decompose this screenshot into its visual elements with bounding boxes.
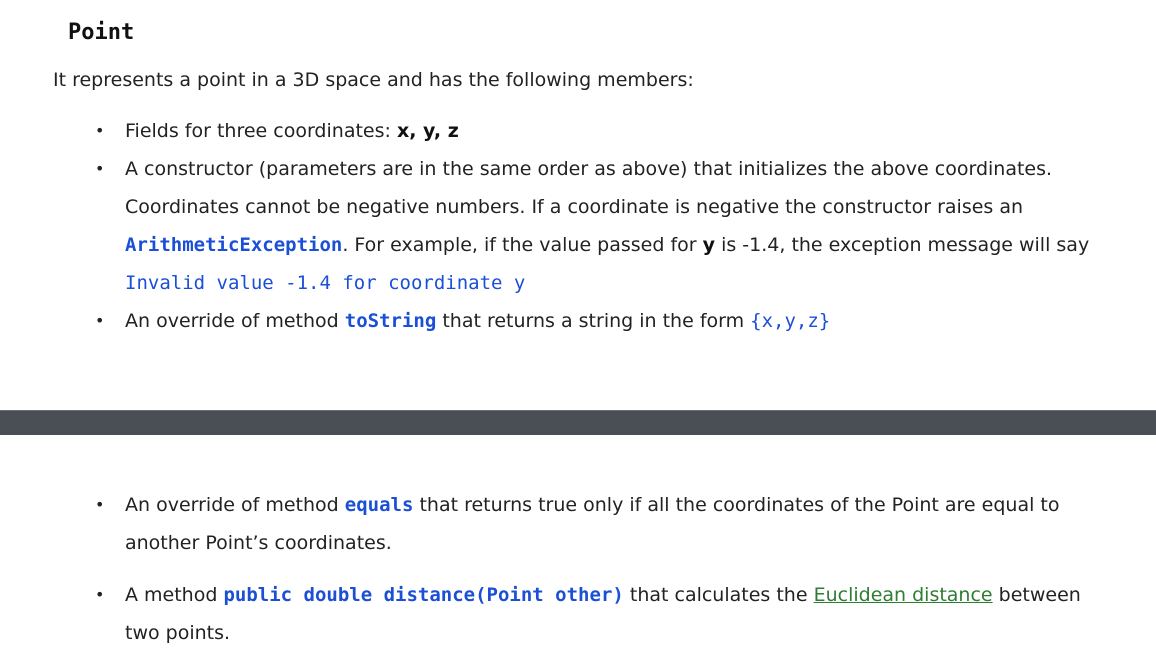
page-title: Point — [68, 20, 135, 45]
distance-middle: that calculates the — [623, 584, 814, 606]
bullet-icon: • — [95, 311, 105, 330]
tostring-prefix: An override of method — [125, 310, 345, 332]
fields-code: x, y, z — [396, 120, 459, 142]
tostring-middle: that returns a string in the form — [436, 310, 751, 332]
tostring-format: {x,y,z} — [750, 310, 831, 332]
equals-suffix: that returns true only if all the coordinates of the Point are equal to another Point’s coordinates. — [125, 494, 1060, 554]
members-list-bottom — [0, 486, 1156, 652]
exception-message: Invalid value -1.4 for coordinate y — [125, 272, 526, 294]
list-item-constructor — [0, 150, 1156, 302]
ctor-text-1: A constructor (parameters are in the same order as above) that initializes the above coordinates. Coordinates cannot be negative numbers. If a coordinate is negative the constructor raises an — [125, 158, 1053, 218]
ctor-var: y — [702, 234, 716, 256]
bullet-icon: • — [95, 121, 105, 140]
page-divider — [0, 410, 1156, 435]
bullet-icon: • — [95, 495, 105, 514]
document-bottom-section — [0, 434, 1156, 664]
equals-prefix: An override of method — [125, 494, 345, 516]
distance-suffix: between two points. — [125, 584, 1081, 644]
exception-name: ArithmeticException — [125, 234, 343, 256]
distance-signature: public double distance(Point other) — [223, 584, 624, 606]
intro-paragraph: It represents a point in a 3D space and has the following members: — [53, 69, 694, 91]
distance-prefix: A method — [125, 584, 224, 606]
members-list-top — [0, 112, 1156, 340]
tostring-method: toString — [344, 310, 437, 332]
list-item-fields — [0, 112, 1156, 150]
list-item-tostring — [0, 302, 1156, 340]
list-item-equals — [0, 486, 1156, 562]
ctor-text-3: is -1.4, the exception message will say — [715, 234, 1090, 256]
euclidean-distance-link[interactable]: Euclidean distance — [813, 584, 993, 606]
fields-text: Fields for three coordinates: — [125, 120, 397, 142]
ctor-text-2: . For example, if the value passed for — [342, 234, 703, 256]
bullet-icon: • — [95, 159, 105, 178]
bullet-icon: • — [95, 585, 105, 604]
equals-method: equals — [344, 494, 414, 516]
list-item-distance — [0, 576, 1156, 652]
